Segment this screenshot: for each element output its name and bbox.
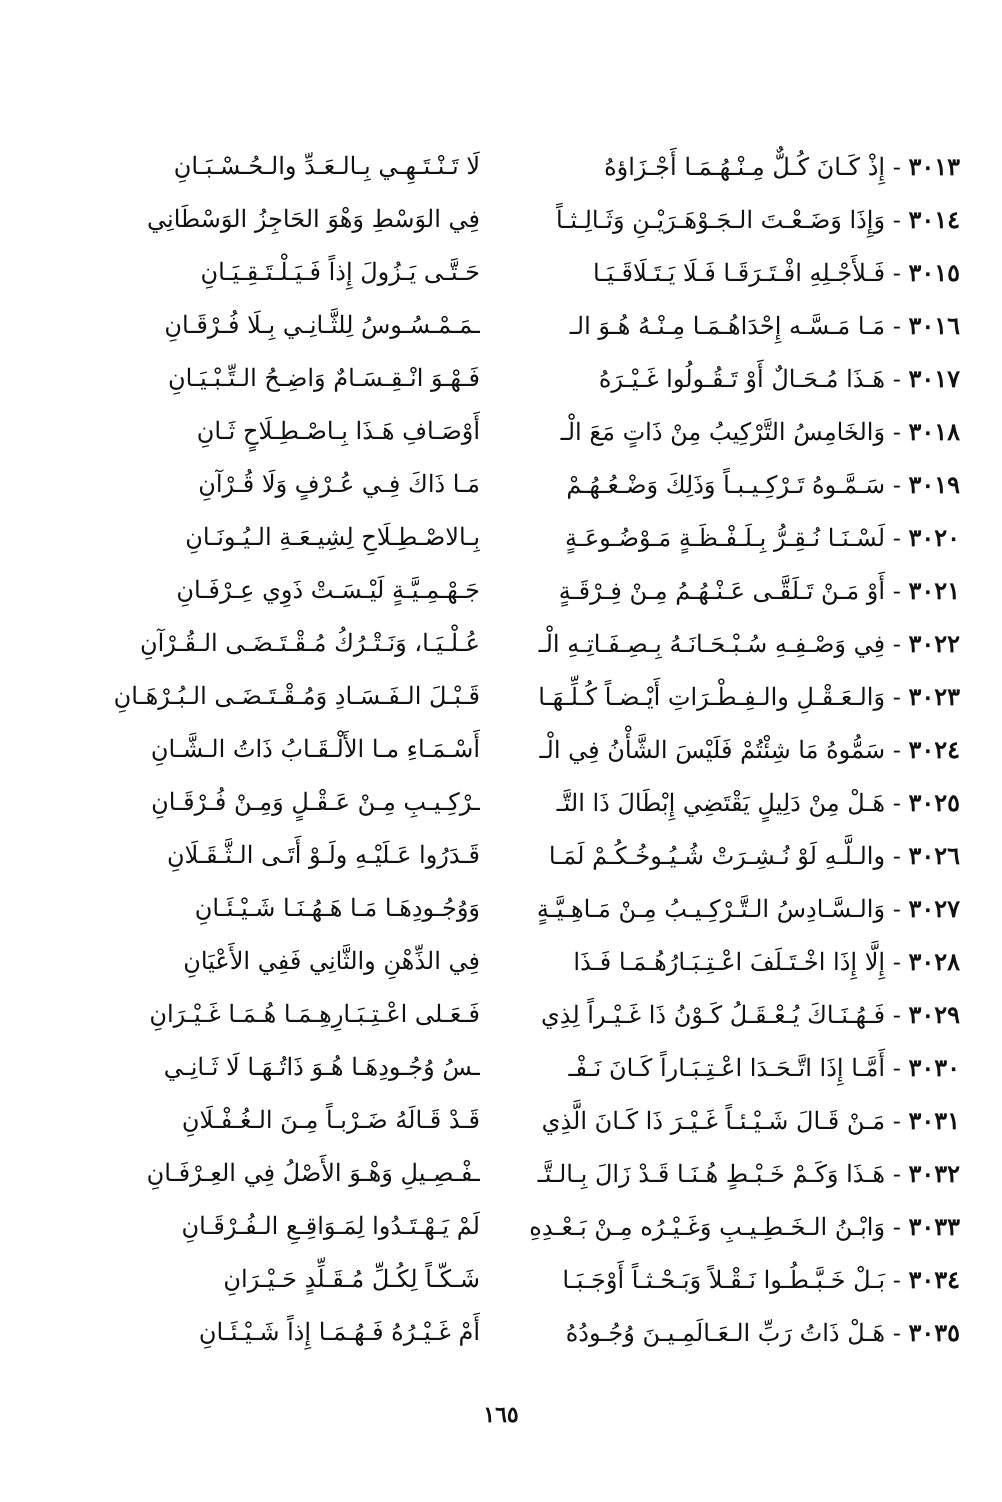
verse-number-separator: - (885, 894, 909, 923)
poem-verses (80, 140, 960, 1359)
verse-first-hemistich-text: فَـلأَجْـلِهِ افْـتَـرَقَـا فَـلَا يَـتَـلَاقَـيَـا (592, 258, 886, 287)
verse-second-hemistich: ـمَـمْـسُـوسُ لِلثَّـانِـي بِـلَا فُـرْقَـانِ (164, 311, 480, 339)
verse-first-hemistich-text: وَالـعَـقْـلِ والـفِـطْـرَاتِ أَيْـضـاً كُـلِّـهَـا (538, 682, 886, 711)
verse-row (80, 1041, 960, 1094)
verse-second-hemistich: ـرْكِـيـبِ مِـنْ عَـقْـلٍ وَمِـنْ فُـرْقَـانِ (151, 788, 480, 816)
verse-number-separator: - (885, 152, 909, 181)
verse-number-separator: - (885, 1318, 909, 1347)
verse-number: ٣٠٢٣ (908, 681, 960, 711)
verse-row (80, 1306, 960, 1359)
verse-first-hemistich (520, 1200, 960, 1254)
verse-number-separator: - (885, 417, 909, 446)
verse-first-hemistich-text: فِي وَصْـفِـهِ سُـبْـحَـانَـهُ بِـصِـفَـاتِـهِ الْـ (538, 629, 886, 658)
verse-row (80, 1147, 960, 1200)
verse-row (80, 1253, 960, 1306)
verse-row (80, 776, 960, 829)
verse-number-separator: - (885, 735, 909, 764)
verse-first-hemistich-text: هَـلْ ذَاتُ رَبِّ الـعَـالَمِـيـنَ وُجُـودُهُ (565, 1318, 886, 1347)
verse-row (80, 140, 960, 193)
verse-number-separator: - (885, 576, 909, 605)
verse-number-separator: - (885, 629, 909, 658)
verse-first-hemistich-text: فَـهُـنَـاكَ يُـعْـقَـلُ كَـوْنُ ذَا غَـيْـراً لِذِي (540, 1000, 886, 1029)
verse-second-hemistich: أَمْ غَـيْـرُهُ فَـهُـمَـا إِذاً شَـيْـئَـانِ (198, 1318, 480, 1346)
verse-second-hemistich: أَوْصَـافِ هَـذَا بِـاصْـطِـلَاحٍ ثَـانِ (196, 417, 480, 445)
verse-number: ٣٠٢٤ (908, 734, 960, 764)
verse-first-hemistich (520, 617, 960, 671)
verse-first-hemistich-text: سَـمَّـوهُ تَـرْكِـيـبـاً وَذَلِكَ وَضْـعُـهُـمْ (566, 470, 886, 499)
verse-first-hemistich-text: لَسْـنَـا نُـقِـرُّ بِـلَـفْـظَـةٍ مَـوْضُـوعَـةٍ (564, 523, 886, 552)
verse-number: ٣٠١٣ (908, 151, 960, 181)
verse-number-separator: - (885, 1212, 909, 1241)
verse-number: ٣٠٣٣ (908, 1211, 960, 1241)
verse-first-hemistich (520, 829, 960, 883)
verse-row (80, 352, 960, 405)
verse-first-hemistich (520, 776, 960, 830)
verse-row (80, 882, 960, 935)
verse-number-separator: - (885, 1000, 909, 1029)
page-number: ١٦٥ (483, 1402, 519, 1428)
verse-first-hemistich (520, 723, 960, 777)
verse-second-hemistich: ـفْـصِـيلِ وَهْـوَ الأَصْلُ فِي العِـرْفَـانِ (146, 1159, 480, 1187)
verse-second-hemistich: لَمْ يَـهْـتَـدُوا لِمَـوَاقِـعِ الـفُـرْقَـانِ (181, 1212, 480, 1240)
verse-number: ٣٠٢٩ (908, 999, 960, 1029)
verse-first-hemistich-text: إِلَّا إِذَا اخْـتَـلَفَ اعْـتِـبَـارُهُـمَـا فَـذَا (573, 947, 886, 976)
verse-number-separator: - (885, 947, 909, 976)
verse-number-separator: - (885, 205, 909, 234)
verse-second-hemistich: قَـدَرُوا عَـلَيْـهِ ولَـوْ أَتَـى الـثَّـقَـلَانِ (166, 841, 480, 869)
verse-number: ٣٠٢٢ (908, 628, 960, 658)
verse-number-separator: - (885, 523, 909, 552)
verse-number: ٣٠١٨ (908, 416, 960, 446)
verse-number: ٣٠٢٦ (908, 840, 960, 870)
verse-number-separator: - (885, 311, 909, 340)
verse-first-hemistich-text: أَوْ مَـنْ تَـلَقَّـى عَـنْـهُـمُ مِـنْ فِـرْقَـةٍ (558, 576, 886, 605)
verse-number: ٣٠٣٠ (908, 1052, 960, 1082)
verse-first-hemistich (520, 299, 960, 353)
verse-row (80, 458, 960, 511)
verse-second-hemistich: أَسْـمَـاءِ مـا الأَلْـقَـابُ ذَاتُ الـشَّـانِ (150, 735, 480, 763)
verse-first-hemistich (520, 935, 960, 989)
verse-first-hemistich-text: أَمَّـا إِذَا اتَّـحَـدَا اعْـتِـبَـاراً كَـانَ نَـفْـ (568, 1053, 886, 1082)
verse-second-hemistich: فَـهْـوَ انْـقِـسَـامٌ وَاضِـحُ الـتِّـبْـيَـانِ (168, 364, 480, 392)
verse-first-hemistich (520, 511, 960, 565)
verse-number-separator: - (885, 470, 909, 499)
verse-first-hemistich-text: والـلَّـهِ لَوْ نُـشِـرَتْ شُـيُـوخُـكُـمْ لَمَـا (548, 841, 886, 870)
verse-first-hemistich-text: وَابْـنُ الـخَـطِـيـبِ وَغَـيْـرُه مِـنْ بَـعْـدِهِ (529, 1212, 886, 1241)
verse-first-hemistich-text: هَـذَا مُـحَـالٌ أَوْ تَـقُـولُوا غَـيْـرَهُ (598, 364, 886, 393)
verse-second-hemistich: قَـدْ قَـالَهُ ضَـرْبـاً مِـنَ الـغُـفْـلَانِ (181, 1106, 480, 1134)
verse-first-hemistich-text: وَإِذَا وَضَـعْـتَ الـجَـوْهَـرَيْـنِ وَثَـالِـثـاً (556, 205, 886, 234)
verse-second-hemistich: فَـعَـلى اعْـتِـبَـارِهِـمَـا هُـمَـا غَـيْـرَانِ (149, 1000, 480, 1028)
verse-number: ٣٠٣١ (908, 1105, 960, 1135)
verse-row (80, 1094, 960, 1147)
verse-row (80, 511, 960, 564)
verse-second-hemistich: جَـهْـمِـيَّـةٍ لَيْـسَـتْ ذَوِي عِـرْفَـانِ (176, 576, 480, 604)
verse-second-hemistich: فِي الوَسْطِ وَهْوَ الحَاجِزُ الوَسْطَانِي (147, 205, 480, 233)
verse-row (80, 193, 960, 246)
verse-number: ٣٠٣٢ (908, 1158, 960, 1188)
verse-first-hemistich (520, 1041, 960, 1095)
verse-number: ٣٠١٤ (908, 204, 960, 234)
verse-first-hemistich (520, 1147, 960, 1201)
verse-second-hemistich: ـسُ وُجُـودِهَـا هُـوَ ذَاتُـهَـا لَا ثَـانِـي (163, 1053, 480, 1081)
verse-row (80, 246, 960, 299)
verse-number-separator: - (885, 1053, 909, 1082)
verse-first-hemistich (520, 193, 960, 247)
verse-second-hemistich: وَوُجُـودِهَـا مَـا هَـهُـنَـا شَـيْـئَـانِ (194, 894, 480, 922)
verse-first-hemistich (520, 352, 960, 406)
verse-second-hemistich: لَا تَـنْـتَـهِـي بِـالـعَـدِّ والـحُـسْـبَـانِ (173, 152, 480, 180)
verse-row (80, 935, 960, 988)
verse-first-hemistich-text: إِذْ كَـانَ كُـلٌّ مِـنْـهُـمَـا أَجْـزَاؤهُ (604, 152, 886, 181)
verse-number-separator: - (885, 788, 909, 817)
verse-row (80, 988, 960, 1041)
verse-row (80, 617, 960, 670)
verse-row (80, 1200, 960, 1253)
verse-first-hemistich-text: هَـلْ مِنْ دَلِيلٍ يَقْتَضِي إِبْطَالَ ذَا التَّـ (556, 788, 886, 817)
verse-first-hemistich (520, 882, 960, 936)
verse-number-separator: - (885, 258, 909, 287)
verse-second-hemistich: مَـا ذَاكَ فِـي عُـرْفٍ وَلَا قُـرْآنِ (198, 470, 480, 498)
verse-number: ٣٠٣٥ (908, 1317, 960, 1347)
verse-first-hemistich (520, 670, 960, 724)
verse-second-hemistich: بِـالاصْـطِـلَاحِ لِشِيـعَـةِ الـيُـونَـانِ (185, 523, 480, 551)
verse-first-hemistich (520, 405, 960, 459)
verse-number-separator: - (885, 1106, 909, 1135)
verse-row (80, 564, 960, 617)
verse-second-hemistich: فِي الذِّهْنِ والثَّانِي فَفِي الأَعْيَانِ (183, 947, 480, 975)
verse-number: ٣٠٢٥ (908, 787, 960, 817)
verse-first-hemistich (520, 1253, 960, 1307)
verse-first-hemistich-text: وَالخَامِسُ التَّرْكِيبُ مِنْ ذَاتٍ مَعَ الْـ (560, 417, 886, 446)
verse-first-hemistich-text: مَـا مَـسَّـه إِحْدَاهُـمَـا مِـنْـهُ هُـوَ الـ (569, 311, 886, 340)
verse-row (80, 405, 960, 458)
verse-first-hemistich (520, 1306, 960, 1360)
verse-number: ٣٠١٧ (908, 363, 960, 393)
verse-row (80, 299, 960, 352)
verse-second-hemistich: حَـتَّـى يَـزُولَ إِذاً فَـيَـلْـتَـقِـيَـانِ (200, 258, 480, 286)
verse-second-hemistich: عُـلْـيَـا، وَنَـتْـرُكُ مُـقْـتَـضَـى الـقُـرْآنِ (139, 629, 480, 657)
verse-first-hemistich-text: وَالـسَّـادِسُ الـتَّـرْكِـيـبُ مِـنْ مَـاهِـيَّـةٍ (536, 894, 886, 923)
verse-number: ٣٠٢١ (908, 575, 960, 605)
verse-first-hemistich (520, 1094, 960, 1148)
verse-number: ٣٠٢٧ (908, 893, 960, 923)
verse-number-separator: - (885, 1265, 909, 1294)
verse-first-hemistich (520, 458, 960, 512)
verse-number: ٣٠١٦ (908, 310, 960, 340)
verse-number-separator: - (885, 364, 909, 393)
verse-number: ٣٠٣٤ (908, 1264, 960, 1294)
verse-first-hemistich-text: بَـلْ خَـبَّـطُـوا نَـقْـلاً وَبَـحْـثـاً أَوْجَـبَـا (562, 1265, 886, 1294)
verse-row (80, 723, 960, 776)
verse-number: ٣٠٢٨ (908, 946, 960, 976)
verse-first-hemistich (520, 564, 960, 618)
verse-number-separator: - (885, 1159, 909, 1188)
verse-first-hemistich (520, 988, 960, 1042)
verse-number-separator: - (885, 841, 909, 870)
verse-second-hemistich: قَـبْـلَ الـفَـسَـادِ وَمُـقْـتَـضَـى الـبُـرْهَـانِ (113, 682, 480, 710)
verse-number: ٣٠٢٠ (908, 522, 960, 552)
verse-number-separator: - (885, 682, 909, 711)
verse-row (80, 829, 960, 882)
verse-row (80, 670, 960, 723)
verse-second-hemistich: شَـكّـاً لِكُـلِّ مُـقَـلِّدٍ حَـيْـرَانِ (223, 1265, 480, 1293)
verse-first-hemistich (520, 140, 960, 194)
verse-first-hemistich-text: مَـنْ قَـالَ شَـيْـئـاً غَـيْـرَ ذَا كَـانَ الَّذِي (541, 1106, 886, 1135)
verse-number: ٣٠١٩ (908, 469, 960, 499)
verse-first-hemistich (520, 246, 960, 300)
verse-first-hemistich-text: سَمُّوهُ مَا شِئْتُمْ فَلَيْسَ الشَّأْنُ فِي الْـ (539, 735, 886, 764)
verse-number: ٣٠١٥ (908, 257, 960, 287)
verse-first-hemistich-text: هَـذَا وَكَـمْ خَـبْـطٍ هُـنَـا قَـدْ زَالَ بِـالـتَّـ (537, 1159, 886, 1188)
